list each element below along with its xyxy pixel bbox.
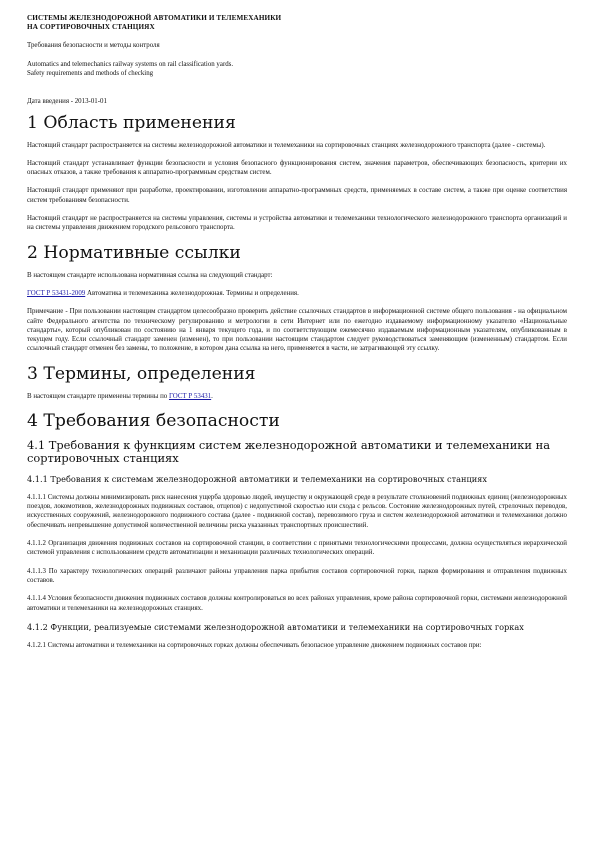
subsection-4-1-heading: 4.1 Требования к функциям систем железнодорожной автоматики и телемеханики на сортировочных станциях	[27, 438, 551, 466]
gost-53431-2009-link[interactable]: ГОСТ Р 53431-2009	[27, 289, 86, 297]
clause-4-1-1-2: 4.1.1.2 Организация движения подвижных составов на сортировочной станции, в соответствии с принятыми технологическими процессами, должна осуществляться иерархической системой управления с использованием средств автоматизации и механизации различных технологических операций.	[27, 540, 567, 557]
section-1-paragraph-2: Настоящий стандарт устанавливает функции безопасности и условия безопасного функционирования систем, значения параметров, обеспечивающих безопасность, критерии их опасных отказов, а также требования к аппаратно-программным средствам систем.	[27, 159, 567, 177]
document-subtitle: Требования безопасности и методы контроля	[27, 42, 160, 50]
english-title	[27, 60, 567, 79]
section-1-heading: 1 Область применения	[27, 112, 236, 133]
section-3-text-before-link: В настоящем стандарте применены термины по	[27, 392, 169, 400]
section-1-paragraph-4: Настоящий стандарт не распространяется на системы управления, системы и устройства автоматики и телемеханики технологического железнодорожного транспорта организаций и на системы управления движением городского рельсового транспорта.	[27, 215, 567, 232]
reference-description: Автоматика и телемеханика железнодорожная. Термины и определения.	[85, 289, 299, 297]
english-title-line-1: Automatics and telemechanics railway systems on rail classification yards.	[27, 60, 234, 68]
section-2-note: Примечание - При пользовании настоящим стандартом целесообразно проверить действие ссылочных стандартов в информационной системе общего пользования - на официальном сайте Федерального агентства по техническому регулированию и метрологии в сети Интернет или по ежегодно издаваемому информационному указателю «Национальные стандарты», который опубликован по состоянию на 1 января текущего года, и по соответствующим ежемесячно издаваемым информационным указателям, опубликованным в текущем году. Если ссылочный стандарт заменен (изменен), то при пользовании настоящим стандартом следует руководствоваться заменяющим (измененным) стандартом. Если ссылочный стандарт отменен без замены, то положение, в котором дана ссылка на него, применяется в части, не затрагивающей эту ссылку.	[27, 308, 567, 353]
document-title	[27, 14, 567, 32]
clause-4-1-1-3: 4.1.1.3 По характеру технологических операций различают районы управления парка прибытия составов сортировочной горки, парков формирования и отправления подвижных составов.	[27, 567, 567, 584]
effective-date: Дата введения - 2013-01-01	[27, 98, 107, 106]
clause-4-1-1-1: 4.1.1.1 Системы должны минимизировать риск нанесения ущерба здоровью людей, имуществу и окружающей среде в результате столкновений подвижных единиц (железнодорожных поездов, локомотивов, железнодорожных подвижных составов, отцепов) с недопустимой скоростью или схода с рельсов. Состояние железнодорожных путей, стрелочных переводов, искусственных сооружений, железнодорожного подвижного состава (далее - подвижной состав), перевозимого груза и систем железнодорожной автоматики и телемеханики должно обеспечивать непревышение допустимой количественной величины риска указанных транспортных происшествий.	[27, 493, 567, 529]
english-title-line-2: Safety requirements and methods of checking	[27, 70, 154, 77]
section-2-heading: 2 Нормативные ссылки	[27, 242, 241, 263]
section-2-paragraph-1: В настоящем стандарте использована нормативная ссылка на следующий стандарт:	[27, 271, 273, 279]
section-1-paragraph-3: Настоящий стандарт применяют при разработке, проектировании, изготовлении аппаратно-программных средств, применяемых в составе систем, а также при оценке соответствия систем требованиям безопасности.	[27, 187, 567, 204]
gost-53431-link[interactable]: ГОСТ Р 53431	[168, 392, 212, 400]
document-title-line-2: НА СОРТИРОВОЧНЫХ СТАНЦИЯХ	[27, 23, 155, 32]
section-4-heading: 4 Требования безопасности	[27, 411, 280, 432]
document-title-line-1: СИСТЕМЫ ЖЕЛЕЗНОДОРОЖНОЙ АВТОМАТИКИ И ТЕЛЕМЕХАНИКИ	[27, 14, 282, 22]
subsection-4-1-2-heading: 4.1.2 Функции, реализуемые системами железнодорожной автоматики и телемеханики на сортировочных горках	[27, 621, 524, 632]
subsection-4-1-1-heading: 4.1.1 Требования к системам железнодорожной автоматики и телемеханики на сортировочных станциях	[27, 473, 487, 484]
section-3-heading: 3 Термины, определения	[27, 363, 256, 384]
section-3-paragraph	[27, 392, 567, 401]
clause-4-1-2-1: 4.1.2.1 Системы автоматики и телемеханики на сортировочных горках должны обеспечивать безопасное управление движением подвижных составов при:	[27, 641, 482, 649]
section-3-text-after-link: .	[211, 392, 213, 400]
clause-4-1-1-4: 4.1.1.4 Условия безопасности движения подвижных составов должны контролироваться во всех районах управления, кроме района сортировочной горки, системами железнодорожной автоматики и телемеханики на железнодорожных станциях.	[27, 595, 567, 612]
document-page	[27, 14, 567, 659]
section-1-paragraph-1: Настоящий стандарт распространяется на системы железнодорожной автоматики и телемеханики на сортировочных станциях железнодорожного транспорта (далее - системы).	[27, 141, 546, 149]
section-2-reference	[27, 289, 567, 298]
